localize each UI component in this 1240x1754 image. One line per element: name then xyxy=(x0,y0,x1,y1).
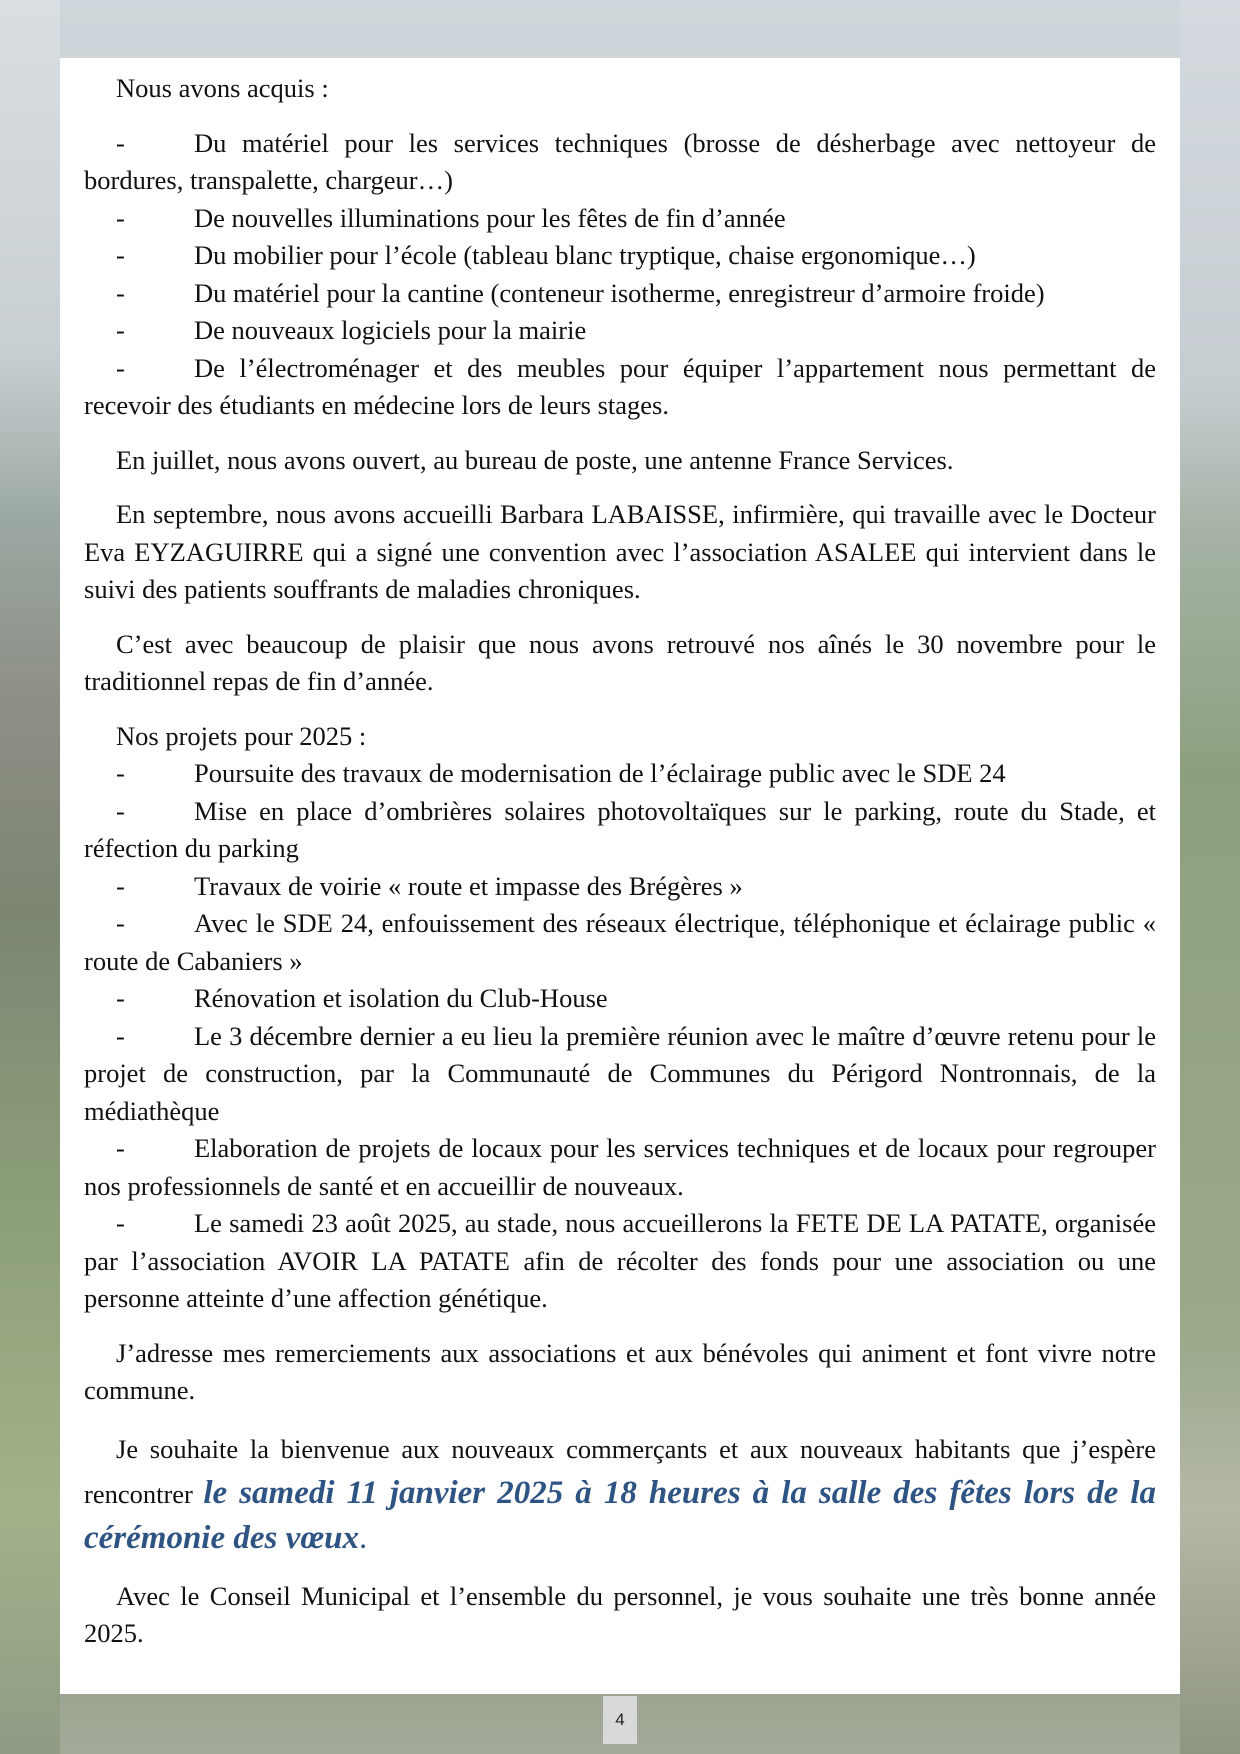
list-item-text: Poursuite des travaux de modernisation de l’éclairage public avec le SDE 24 xyxy=(194,758,1006,788)
background-landscape-left xyxy=(0,0,60,1754)
list-item-text: Le 3 décembre dernier a eu lieu la première réunion avec le maître d’œuvre retenu pour le projet de construction, par la Communauté de Communes du Périgord Nontronnais, de la médiathèque xyxy=(84,1020,1156,1126)
list-item xyxy=(84,1018,1156,1131)
projets-list xyxy=(84,755,1156,1318)
list-dash: - xyxy=(116,1020,125,1051)
list-item-text: De nouveaux logiciels pour la mairie xyxy=(194,315,587,345)
list-item xyxy=(84,980,1156,1018)
acquis-list xyxy=(84,125,1156,425)
list-dash: - xyxy=(116,277,125,308)
list-item xyxy=(84,312,1156,350)
list-dash: - xyxy=(116,315,125,345)
list-item xyxy=(84,793,1156,868)
list-item xyxy=(84,1130,1156,1205)
list-item-text: Avec le SDE 24, enfouissement des réseaux électrique, téléphonique et éclairage public « route de Cabaniers » xyxy=(84,908,1156,976)
list-dash: - xyxy=(116,127,125,158)
list-item-text: Rénovation et isolation du Club-House xyxy=(194,983,608,1013)
paragraph-juillet: En juillet, nous avons ouvert, au bureau de poste, une antenne France Services. xyxy=(116,444,954,475)
paragraph-novembre: C’est avec beaucoup de plaisir que nous avons retrouvé nos aînés le 30 novembre pour le traditionnel repas de fin d’année. xyxy=(84,628,1156,696)
list-item-text: Le samedi 23 août 2025, au stade, nous accueillerons la FETE DE LA PATATE, organisée par l’association AVOIR LA PATATE afin de récolter des fonds pour une association ou une personne atteinte d’une affection génétique. xyxy=(84,1208,1156,1313)
list-item xyxy=(84,868,1156,906)
paragraph-bienvenue xyxy=(84,1427,1156,1561)
list-item xyxy=(84,125,1156,200)
list-item xyxy=(84,200,1156,238)
paragraph-remerciements: J’adresse mes remerciements aux associations et aux bénévoles qui animent et font vivre notre commune. xyxy=(84,1337,1156,1405)
paragraph-septembre: En septembre, nous avons accueilli Barbara LABAISSE, infirmière, qui travaille avec le Docteur Eva EYZAGUIRRE qui a signé une convention avec l’association ASALEE qui intervient dans le suivi des patients souffrants de maladies chroniques. xyxy=(84,499,1156,604)
list-dash: - xyxy=(116,908,125,938)
list-dash: - xyxy=(116,795,125,826)
list-dash: - xyxy=(116,202,125,233)
list-item xyxy=(84,237,1156,275)
list-dash: - xyxy=(116,870,125,901)
list-dash: - xyxy=(116,1208,125,1238)
list-dash: - xyxy=(116,983,125,1013)
page-content xyxy=(60,58,1180,1694)
list-item-text: Du matériel pour les services techniques (brosse de désherbage avec nettoyeur de bordures, transpalette, chargeur…) xyxy=(84,127,1156,195)
list-dash: - xyxy=(116,352,125,383)
background-landscape-right xyxy=(1180,0,1240,1754)
list-dash: - xyxy=(116,1133,125,1163)
list-item xyxy=(84,275,1156,313)
list-item-text: De nouvelles illuminations pour les fêtes de fin d’année xyxy=(194,202,786,233)
projets-heading: Nos projets pour 2025 : xyxy=(116,720,367,751)
ceremonie-highlight: le samedi 11 janvier 2025 à 18 heures à la salle des fêtes lors de la cérémonie des vœux xyxy=(84,1474,1156,1556)
list-item-text: Du matériel pour la cantine (conteneur isotherme, enregistreur d’armoire froide) xyxy=(194,277,1045,308)
list-item xyxy=(84,755,1156,793)
bienvenue-text: Je souhaite la bienvenue aux nouveaux commerçants et aux nouveaux habitants que j’espère rencontrer xyxy=(84,1433,1156,1509)
list-item-text: Travaux de voirie « route et impasse des Brégères » xyxy=(194,870,743,901)
list-item-text: Du mobilier pour l’école (tableau blanc tryptique, chaise ergonomique…) xyxy=(194,240,976,270)
acquis-heading: Nous avons acquis : xyxy=(116,73,329,103)
bienvenue-end: . xyxy=(358,1519,368,1556)
page-number: 4 xyxy=(603,1696,637,1744)
list-dash: - xyxy=(116,758,125,788)
list-item xyxy=(84,905,1156,980)
list-dash: - xyxy=(116,240,125,270)
list-item-text: Mise en place d’ombrières solaires photovoltaïques sur le parking, route du Stade, et réfection du parking xyxy=(84,795,1156,863)
list-item-text: Elaboration de projets de locaux pour les services techniques et de locaux pour regrouper nos professionnels de santé et en accueillir de nouveaux. xyxy=(84,1133,1156,1201)
list-item-text: De l’électroménager et des meubles pour équiper l’appartement nous permettant de recevoir des étudiants en médecine lors de leurs stages. xyxy=(84,352,1156,420)
list-item xyxy=(84,350,1156,425)
paragraph-voeux: Avec le Conseil Municipal et l’ensemble du personnel, je vous souhaite une très bonne année 2025. xyxy=(84,1580,1156,1648)
list-item xyxy=(84,1205,1156,1318)
